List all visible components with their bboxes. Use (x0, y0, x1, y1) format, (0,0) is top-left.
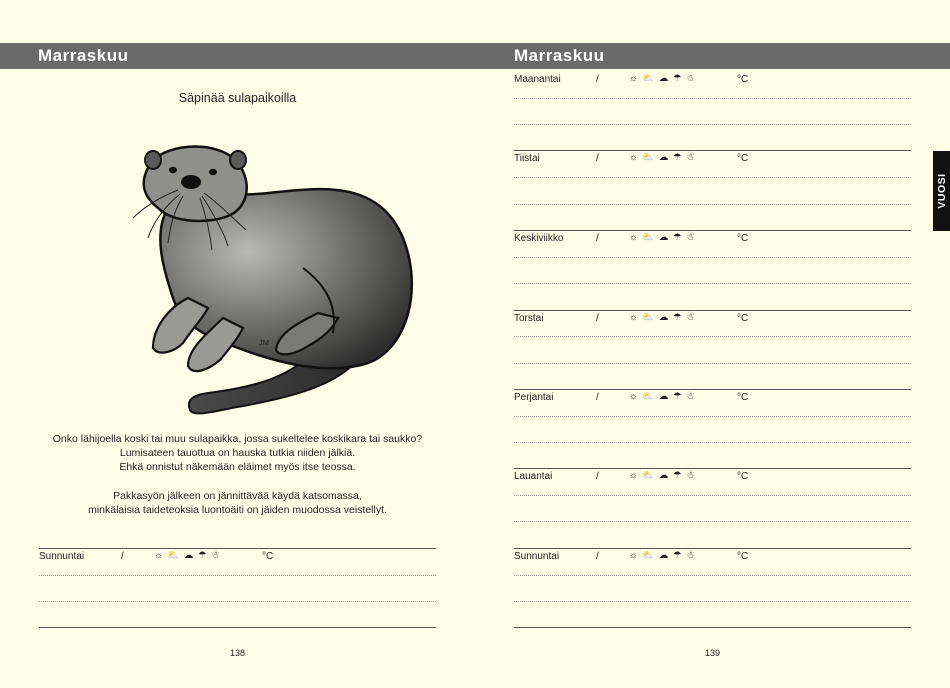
weather-icons[interactable]: ☼ ⛅ ☁ ☂ ☃ (629, 232, 696, 243)
dotted-line[interactable] (39, 601, 436, 602)
temperature-unit: °C (737, 551, 749, 562)
day-name: Maanantai (514, 74, 561, 85)
date-slash: / (596, 551, 599, 562)
date-slash: / (596, 471, 599, 482)
dotted-line[interactable] (514, 363, 911, 364)
right-page-title: Marraskuu (514, 46, 605, 65)
day-separator (514, 548, 911, 549)
dotted-line[interactable] (514, 204, 911, 205)
right-header-bar (475, 43, 950, 69)
intro-line: Onko lähijoella koski tai muu sulapaikka, jossa sukeltelee koskikara tai saukko? (52, 433, 423, 445)
frost-line: minkälaisia taideteoksia luontoäiti on jäiden muodossa veistellyt. (88, 504, 387, 516)
day-name: Tiistai (514, 153, 540, 164)
day-name: Sunnuntai (39, 551, 85, 562)
day-row-tiistai (514, 150, 911, 172)
day-separator (514, 468, 911, 469)
day-name: Perjantai (514, 392, 554, 403)
temperature-unit: °C (737, 313, 749, 324)
date-slash: / (596, 233, 599, 244)
day-row-torstai (514, 310, 911, 332)
dotted-line[interactable] (514, 177, 911, 178)
day-separator (514, 310, 911, 311)
date-slash: / (121, 551, 124, 562)
bottom-rule (39, 627, 436, 628)
dotted-line[interactable] (514, 283, 911, 284)
day-row-sunnuntai-left (39, 548, 436, 570)
day-row-keskiviikko (514, 230, 911, 252)
temperature-unit: °C (737, 153, 749, 164)
dotted-line[interactable] (514, 601, 911, 602)
day-row-lauantai (514, 468, 911, 490)
illustration-signature: JM (259, 338, 269, 347)
dotted-line[interactable] (514, 575, 911, 576)
weather-icons[interactable]: ☼ ⛅ ☁ ☂ ☃ (629, 152, 696, 163)
day-row-perjantai (514, 389, 911, 411)
temperature-unit: °C (737, 74, 749, 85)
day-row-sunnuntai-right (514, 548, 911, 570)
date-slash: / (596, 392, 599, 403)
dotted-line[interactable] (514, 442, 911, 443)
side-tab-label: VUOSI (935, 173, 948, 209)
day-separator (514, 230, 911, 231)
weather-icons[interactable]: ☼ ⛅ ☁ ☂ ☃ (629, 73, 696, 84)
day-separator (514, 150, 911, 151)
dotted-line[interactable] (514, 257, 911, 258)
otter-illustration (128, 138, 418, 423)
year-side-tab[interactable] (933, 151, 950, 231)
weather-icons[interactable]: ☼ ⛅ ☁ ☂ ☃ (629, 470, 696, 481)
temperature-unit: °C (737, 233, 749, 244)
dotted-line[interactable] (514, 336, 911, 337)
left-header-bar (0, 43, 475, 69)
dotted-line[interactable] (514, 98, 911, 99)
intro-line: Ehkä onnistut näkemään eläimet myös itse teossa. (119, 461, 356, 473)
weather-icons[interactable]: ☼ ⛅ ☁ ☂ ☃ (154, 550, 221, 561)
page-number-left: 138 (230, 648, 246, 658)
day-name: Keskiviikko (514, 233, 564, 244)
weather-icons[interactable]: ☼ ⛅ ☁ ☂ ☃ (629, 312, 696, 323)
left-page-subtitle: Säpinää sulapaikoilla (178, 91, 297, 105)
left-page-title: Marraskuu (38, 46, 129, 65)
frost-paragraph (0, 489, 475, 517)
temperature-unit: °C (262, 551, 274, 562)
weather-icons[interactable]: ☼ ⛅ ☁ ☂ ☃ (629, 391, 696, 402)
dotted-line[interactable] (514, 416, 911, 417)
intro-line: Lumisateen tauottua on hauska tutkia niiden jälkiä. (119, 447, 356, 459)
temperature-unit: °C (737, 392, 749, 403)
date-slash: / (596, 74, 599, 85)
day-separator (514, 389, 911, 390)
dotted-line[interactable] (514, 495, 911, 496)
frost-line: Pakkasyön jälkeen on jännittävää käydä katsomassa, (113, 490, 362, 502)
temperature-unit: °C (737, 471, 749, 482)
date-slash: / (596, 153, 599, 164)
day-name: Lauantai (514, 471, 553, 482)
day-name: Sunnuntai (514, 551, 560, 562)
page-number-right: 139 (705, 648, 721, 658)
date-slash: / (596, 313, 599, 324)
dotted-line[interactable] (39, 575, 436, 576)
dotted-line[interactable] (514, 124, 911, 125)
day-name: Torstai (514, 313, 544, 324)
dotted-line[interactable] (514, 521, 911, 522)
day-row-maanantai (514, 71, 911, 93)
day-separator (39, 548, 436, 549)
weather-icons[interactable]: ☼ ⛅ ☁ ☂ ☃ (629, 550, 696, 561)
intro-paragraph (0, 432, 475, 474)
bottom-rule (514, 627, 911, 628)
